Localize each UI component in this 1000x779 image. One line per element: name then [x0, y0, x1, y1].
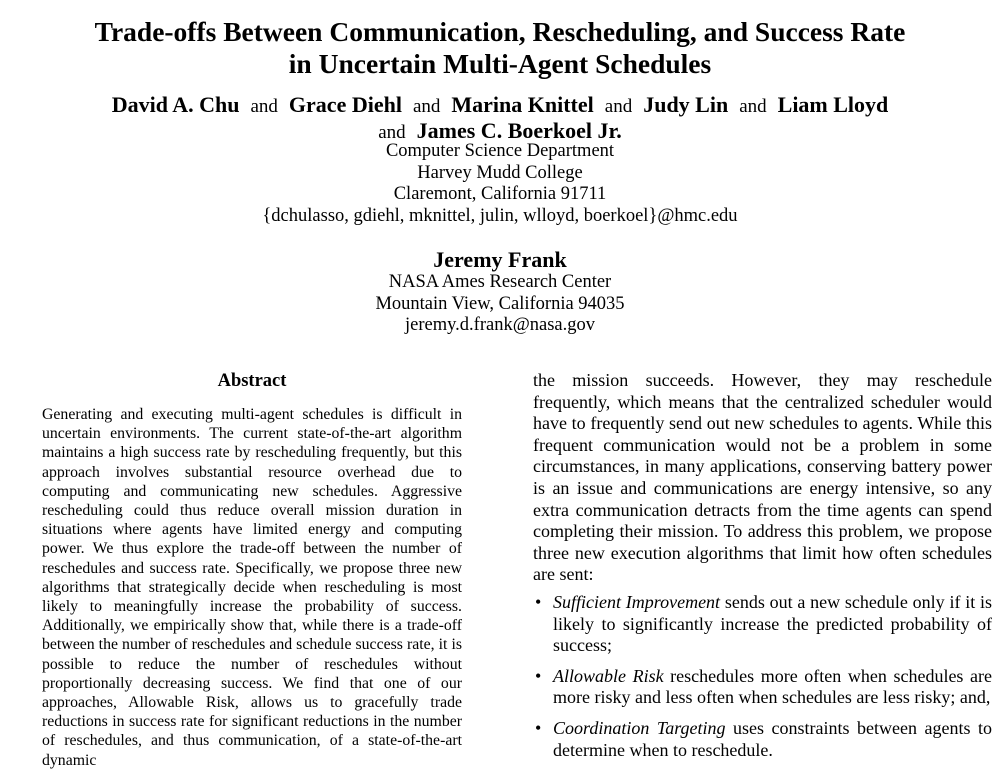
algorithm-list [533, 592, 992, 761]
affiliation-institution: NASA Ames Research Center [388, 272, 612, 292]
title-line-2: in Uncertain Multi-Agent Schedules [288, 48, 712, 79]
affiliation-nasa [0, 272, 1000, 337]
list-item [533, 666, 992, 709]
affiliation-location: Mountain View, California 94035 [375, 293, 625, 314]
intro-paragraph: the mission succeeds. However, they may reschedule frequently, which means that the centralized scheduler would have to frequently send out new schedules to agents. While this frequent communication would not be a problem in some circumstances, in many applications, conserving battery power is an issue and communications are energy intensive, so any extra communication detracts from the time agents can spend completing their mission. To address this problem, we propose three new execution algorithms that limit how often schedules are sent: [533, 370, 992, 585]
author-name: Liam Lloyd [777, 92, 889, 117]
bullet-icon: • [535, 665, 542, 686]
author-name: Grace Diehl [288, 92, 402, 117]
author-name: James C. Boerkoel Jr. [416, 118, 622, 143]
bullet-icon: • [535, 591, 542, 612]
left-column [42, 370, 462, 770]
affiliation-emails: {dchulasso, gdiehl, mknittel, julin, wlloyd, boerkoel}@hmc.edu [262, 205, 738, 226]
author-list [0, 93, 1000, 145]
author-name: Marina Knittel [451, 92, 594, 117]
affiliation-hmc [0, 141, 1000, 227]
bullet-icon: • [535, 717, 542, 738]
algorithm-description: sends out a new schedule only if it is likely to significantly increase the predicted probability of success; [553, 591, 992, 656]
affiliation-location: Claremont, California 91711 [393, 184, 607, 204]
affiliation-email: jeremy.d.frank@nasa.gov [405, 315, 595, 335]
author-separator: and [412, 96, 441, 117]
algorithm-name: Allowable Risk [553, 665, 664, 686]
author-line-1 [0, 93, 1000, 119]
author-separator: and [250, 96, 278, 117]
algorithm-description: reschedules more often when schedules are more risky and less often when schedules are less risky; and, [553, 665, 992, 708]
author-separator: and [604, 96, 633, 117]
affiliation-dept: Computer Science Department [385, 141, 615, 161]
list-item [533, 718, 992, 761]
paper-title [0, 16, 1000, 80]
abstract-heading: Abstract [217, 371, 287, 391]
algorithm-name: Coordination Targeting [553, 717, 726, 738]
author-separator: and [739, 96, 767, 117]
algorithm-name: Sufficient Improvement [553, 591, 721, 612]
algorithm-description: uses constraints between agents to determine when to reschedule. [553, 717, 992, 760]
right-column [533, 370, 992, 770]
author-separator: and [378, 122, 406, 143]
author-name: Judy Lin [643, 92, 729, 117]
author-name: David A. Chu [111, 92, 240, 117]
abstract-body: Generating and executing multi-agent schedules is difficult in uncertain environments. The current state-of-the-art algorithm maintains a high success rate by rescheduling frequently, but this approach involves substantial resource overhead due to computing and communicating new schedules. Aggressive rescheduling could thus reduce overall mission duration in situations where agents have limited energy and computing power. We thus explore the trade-off between the number of reschedules and success rate. Specifically, we propose three new algorithms that strategically decide when rescheduling is most likely to meaningfully increase the probability of success. Additionally, we empirically show that, while there is a trade-off between the number of reschedules and schedule success rate, it is possible to reduce the number of reschedules without proportionally decreasing success. We find that one of our approaches, Allowable Risk, allows us to gracefully trade reductions in success rate for significant reductions in the number of reschedules, and thus communication, of a state-of-the-art dynamic [42, 406, 462, 769]
title-line-1: Trade-offs Between Communication, Rescheduling, and Success Rate [94, 16, 906, 47]
affiliation-institution: Harvey Mudd College [417, 162, 583, 183]
second-author: Jeremy Frank [433, 247, 567, 272]
list-item [533, 592, 992, 657]
